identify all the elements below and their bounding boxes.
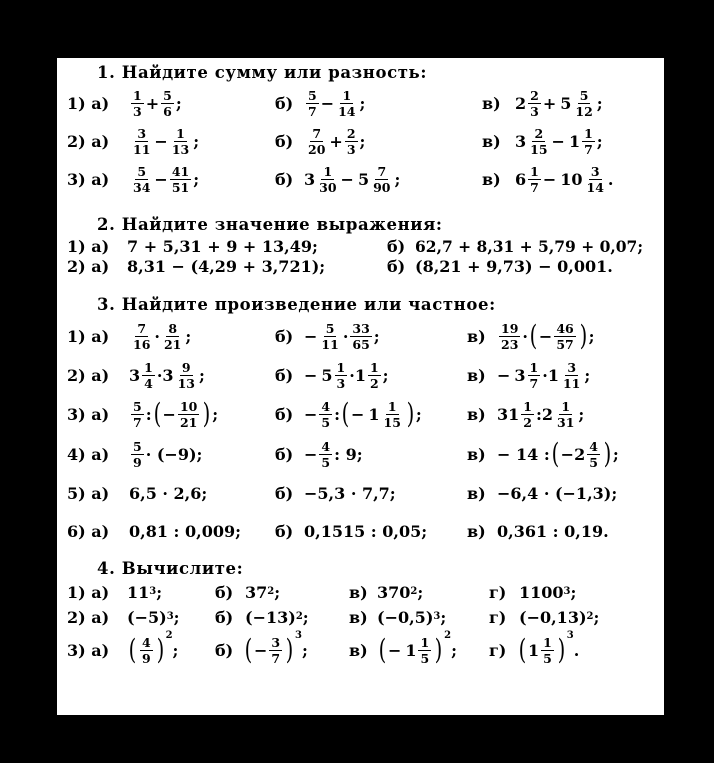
task-4-heading: 4. Вычислите:	[97, 559, 244, 578]
expr-a: $\frac{1}{3}$ + $\frac{5}{6}$ ;	[133, 87, 182, 119]
expr-b: $\frac{5}{7}$ − $\frac{1}{14}$ ;	[308, 87, 366, 119]
col-label-v: в)	[467, 365, 486, 385]
row-label: 1) а)	[67, 93, 110, 113]
expr-b: 0,1515 : 0,05;	[304, 521, 428, 541]
expr-b: − $\frac{5}{11}$ · $\frac{33}{65}$ ;	[304, 320, 380, 352]
expr-a: 7 + 5,31 + 9 + 13,49;	[127, 236, 318, 256]
expr-v: 6 $\frac{1}{7}$ − 10 $\frac{3}{14}$ .	[515, 163, 614, 195]
task-2-heading: 2. Найдите значение выражения:	[97, 215, 443, 234]
col-label-v: в)	[467, 404, 486, 424]
col-label-v: в)	[349, 640, 368, 660]
row-label: 2) а)	[67, 131, 110, 151]
task-3-row-3	[57, 394, 664, 434]
task-3-row-1	[57, 316, 664, 356]
expr-b: −5,3 · 7,7;	[304, 483, 396, 503]
task-1-row-1	[57, 84, 664, 122]
row-label: 1) а)	[67, 326, 110, 346]
col-label-b: б)	[275, 169, 294, 189]
task-1-row-3	[57, 160, 664, 198]
col-label-v: в)	[467, 483, 486, 503]
expr-a: 8,31 − (4,29 + 3,721);	[127, 256, 326, 276]
task-4-row-3	[57, 630, 664, 670]
expr-a: (−5) 3 ;	[127, 607, 180, 627]
row-label: 1) а)	[67, 582, 110, 602]
col-label-v: в)	[482, 169, 501, 189]
expr-v: −6,4 · (−1,3);	[497, 483, 618, 503]
expr-b: (−13) 2 ;	[245, 607, 309, 627]
col-label-v: в)	[349, 582, 368, 602]
row-label: 1) а)	[67, 236, 110, 256]
col-label-b: б)	[215, 582, 234, 602]
expr-a: 3 $\frac{1}{4}$ · 3 $\frac{9}{13}$ ;	[129, 359, 205, 391]
expr-v: − 14 : ( − 2 $\frac{4}{5}$ ) ;	[497, 437, 619, 470]
expr-v: 0,361 : 0,19.	[497, 521, 609, 541]
col-label-v: в)	[467, 444, 486, 464]
expr-a: $\frac{7}{16}$ · $\frac{8}{21}$ ;	[133, 320, 192, 352]
row-label: 3) а)	[67, 169, 110, 189]
expr-b: − $\frac{4}{5}$ : ( − 1 $\frac{1}{15}$ ) ;	[304, 397, 422, 430]
expr-a: 6,5 · 2,6;	[129, 483, 208, 503]
expr-v: $\frac{19}{23}$ · ( − $\frac{46}{57}$ ) ;	[501, 319, 595, 352]
col-label-b: б)	[275, 483, 294, 503]
expr-b: − $\frac{4}{5}$ : 9;	[304, 438, 363, 470]
col-label-v: в)	[482, 131, 501, 151]
expr-g: ( 1 $\frac{1}{5}$ ) 3 .	[518, 630, 580, 666]
expr-a: 11 3 ;	[127, 582, 163, 602]
row-label: 3) а)	[67, 640, 110, 660]
expr-b: 62,7 + 8,31 + 5,79 + 0,07;	[415, 236, 644, 256]
col-label-b: б)	[275, 131, 294, 151]
expr-v: ( − 1 $\frac{1}{5}$ ) 2 ;	[378, 630, 457, 666]
task-1-heading: 1. Найдите сумму или разность:	[97, 63, 428, 82]
expr-b: $\frac{7}{20}$ + $\frac{2}{3}$ ;	[308, 125, 366, 157]
expr-a: 0,81 : 0,009;	[129, 521, 242, 541]
task-4-row-1	[57, 580, 664, 604]
col-label-v: в)	[482, 93, 501, 113]
expr-v: 31 $\frac{1}{2}$ : 2 $\frac{1}{31}$ ;	[497, 398, 585, 430]
col-label-g: г)	[489, 640, 507, 660]
col-label-b: б)	[275, 404, 294, 424]
expr-b: 37 2 ;	[245, 582, 281, 602]
row-label: 4) а)	[67, 444, 110, 464]
col-label-v: в)	[467, 521, 486, 541]
col-label-b: б)	[387, 256, 406, 276]
col-label-v: в)	[349, 607, 368, 627]
expr-v: 3 $\frac{2}{15}$ − 1 $\frac{1}{7}$ ;	[515, 125, 603, 157]
expr-a: $\frac{5}{9}$ · (−9);	[133, 438, 203, 470]
task-2-row-2	[57, 256, 664, 276]
row-label: 2) а)	[67, 607, 110, 627]
task-3-heading: 3. Найдите произведение или частное:	[97, 295, 496, 314]
task-3-row-2	[57, 356, 664, 394]
expr-a: ( $\frac{4}{9}$ ) 2 ;	[128, 630, 179, 666]
expr-a: $\frac{5}{34}$ − $\frac{41}{51}$ ;	[133, 163, 200, 195]
col-label-g: г)	[489, 607, 507, 627]
col-label-g: г)	[489, 582, 507, 602]
task-3-row-5	[57, 474, 664, 512]
task-3-row-6	[57, 512, 664, 550]
expr-v: 2 $\frac{2}{3}$ + 5 $\frac{5}{12}$ ;	[515, 87, 603, 119]
col-label-b: б)	[275, 365, 294, 385]
expr-b: ( − $\frac{3}{7}$ ) 3 ;	[244, 630, 308, 666]
expr-v: 370 2 ;	[377, 582, 424, 602]
expr-v: (−0,5) 3 ;	[377, 607, 447, 627]
row-label: 6) а)	[67, 521, 110, 541]
task-2-row-1	[57, 236, 664, 256]
col-label-b: б)	[275, 93, 294, 113]
row-label: 3) а)	[67, 404, 110, 424]
row-label: 2) а)	[67, 256, 110, 276]
expr-b: (8,21 + 9,73) − 0,001.	[415, 256, 613, 276]
col-label-b: б)	[387, 236, 406, 256]
expr-b: 3 $\frac{1}{30}$ − 5 $\frac{7}{90}$ ;	[304, 163, 401, 195]
expr-g: (−0,13) 2 ;	[519, 607, 600, 627]
row-label: 5) а)	[67, 483, 110, 503]
row-label: 2) а)	[67, 365, 110, 385]
expr-a: $\frac{5}{7}$ : ( − $\frac{10}{21}$ ) ;	[133, 397, 219, 430]
col-label-v: в)	[467, 326, 486, 346]
col-label-b: б)	[275, 444, 294, 464]
expr-b: − 5 $\frac{1}{3}$ · 1 $\frac{1}{2}$ ;	[304, 359, 389, 391]
task-1-row-2	[57, 122, 664, 160]
expr-v: − 3 $\frac{1}{7}$ · 1 $\frac{3}{11}$ ;	[497, 359, 591, 391]
task-3-row-4	[57, 434, 664, 474]
task-4-row-2	[57, 604, 664, 630]
col-label-b: б)	[215, 640, 234, 660]
expr-a: $\frac{3}{11}$ − $\frac{1}{13}$ ;	[133, 125, 200, 157]
col-label-b: б)	[275, 521, 294, 541]
col-label-b: б)	[275, 326, 294, 346]
col-label-b: б)	[215, 607, 234, 627]
expr-g: 1100 3 ;	[519, 582, 577, 602]
worksheet	[57, 58, 664, 715]
